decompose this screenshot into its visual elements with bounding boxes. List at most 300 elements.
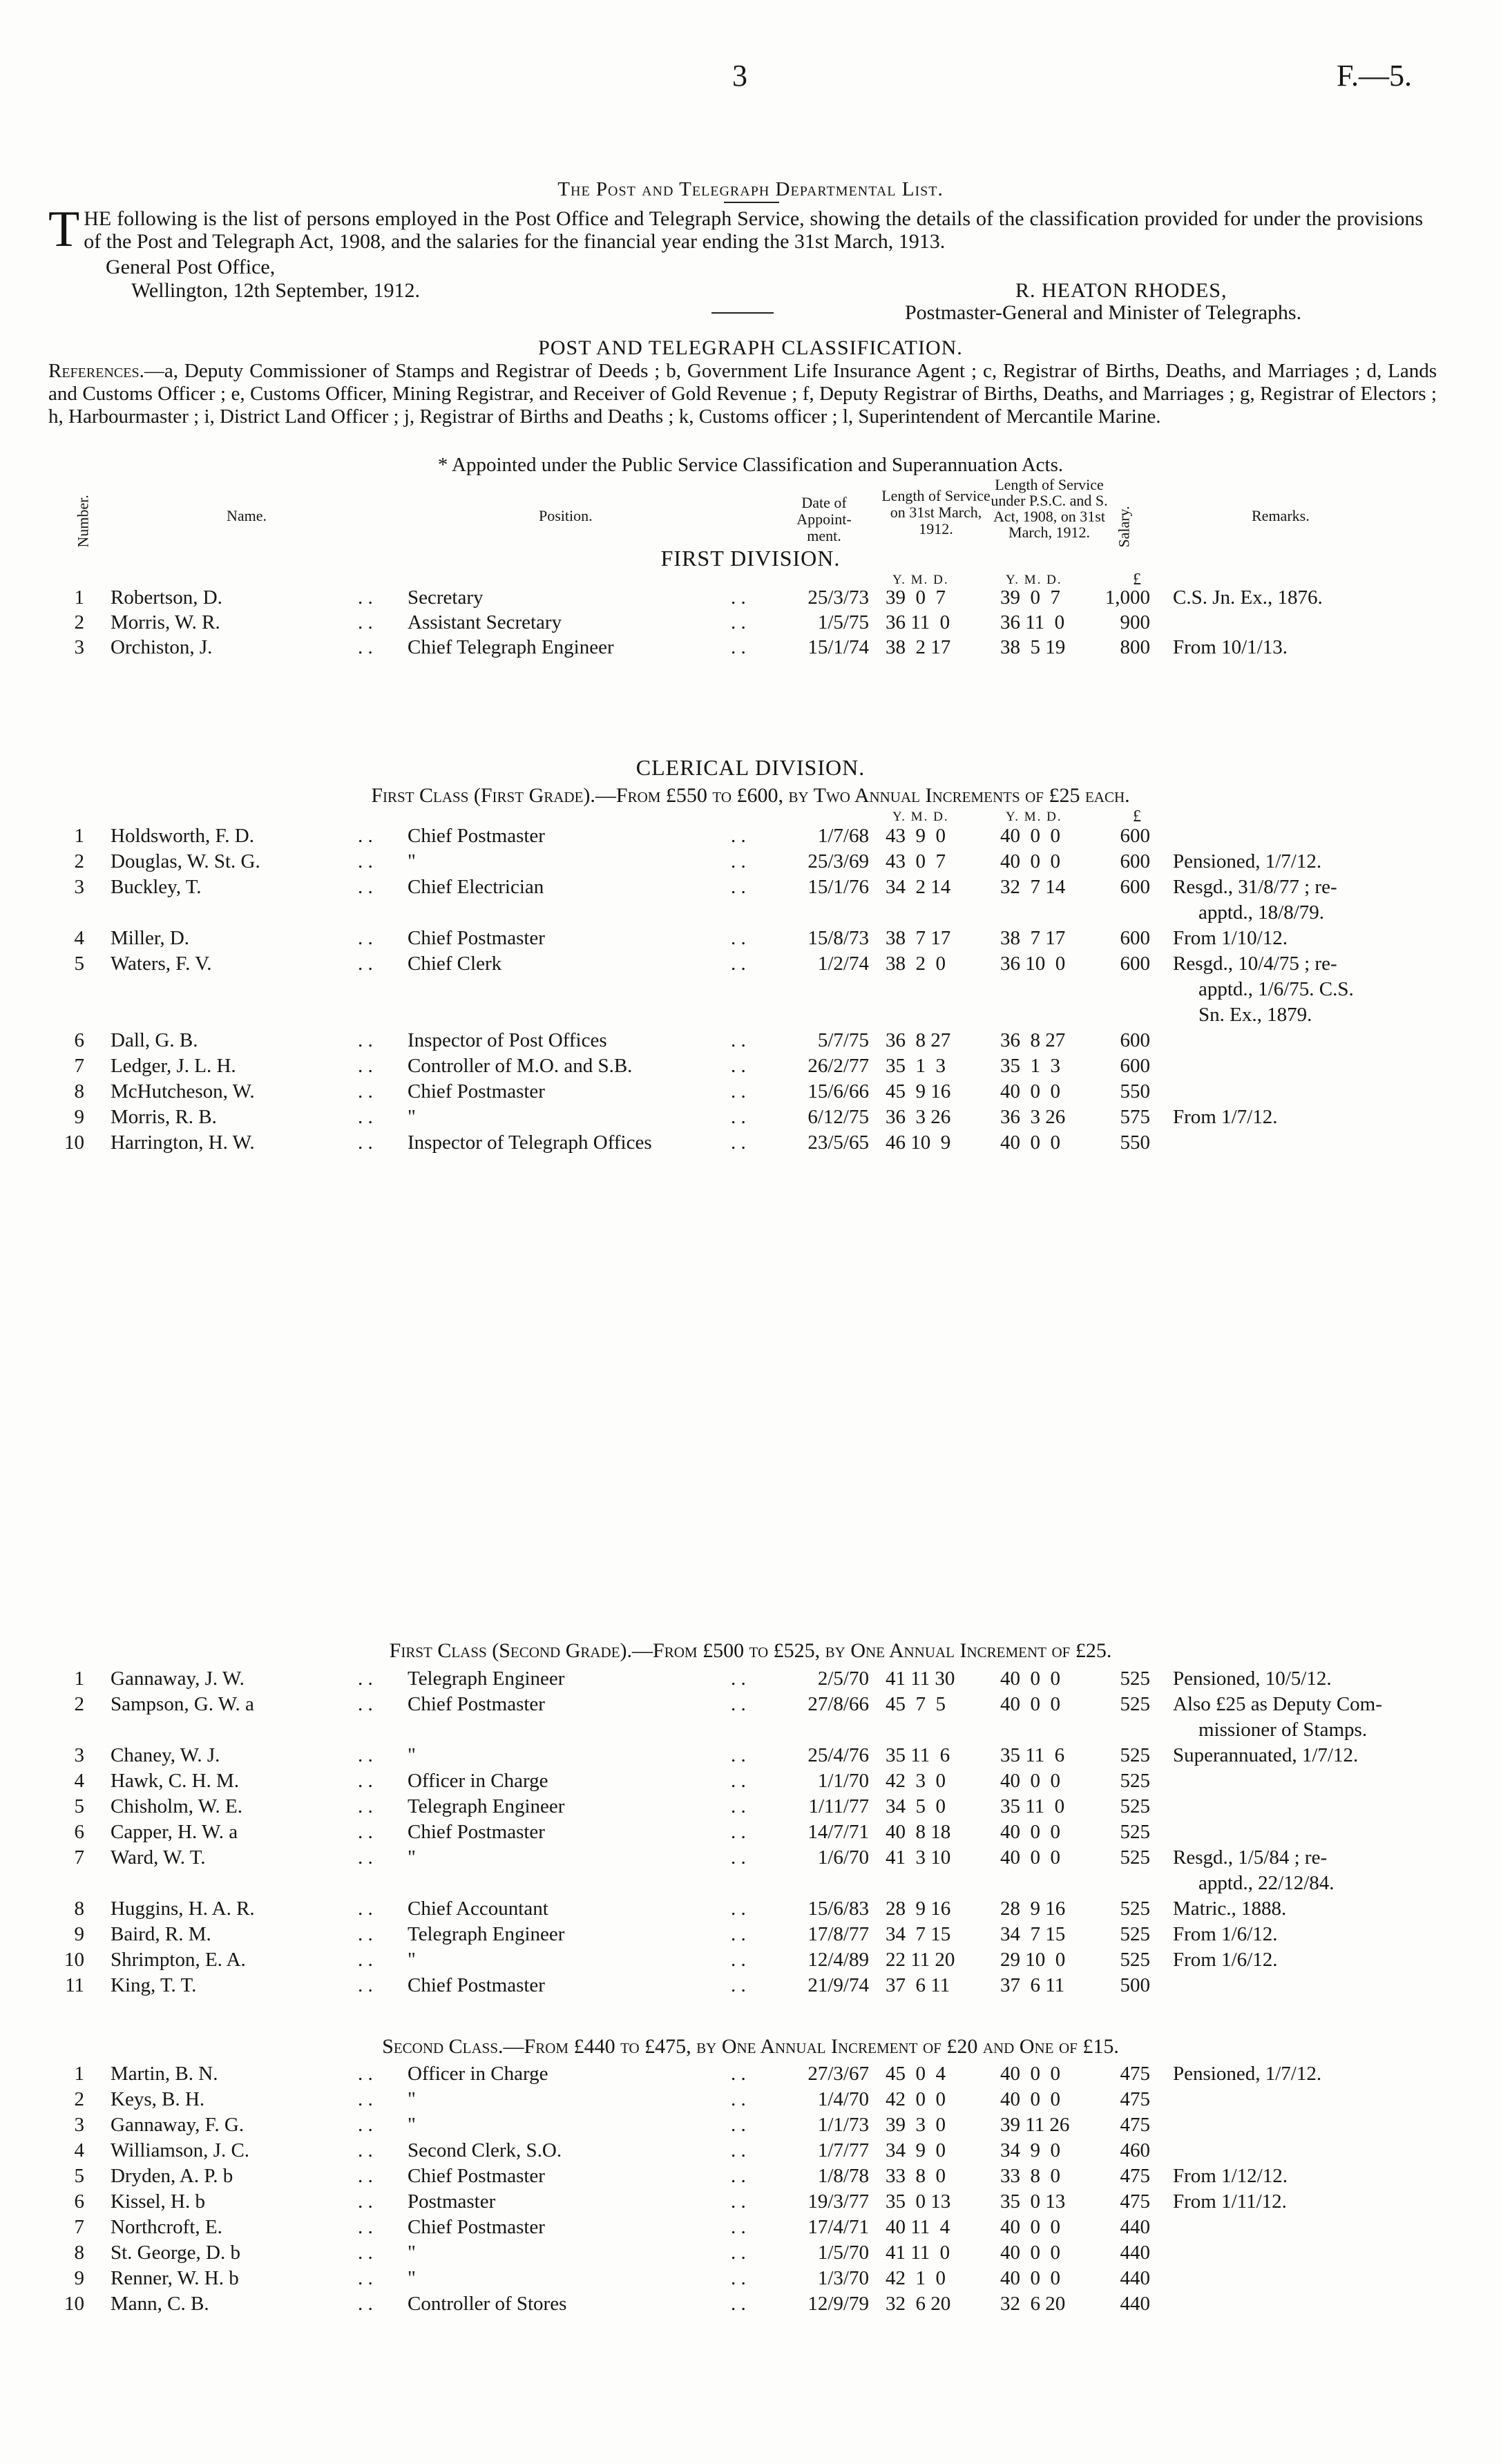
row-position: "	[408, 2267, 416, 2289]
leader-dots: . .	[731, 1974, 746, 1996]
row-salary: 550	[1120, 1080, 1150, 1102]
row-name: Huggins, H. A. R.	[111, 1898, 255, 1920]
table-row	[0, 2190, 1501, 2213]
row-date: 1/1/73	[817, 2114, 869, 2136]
row-number: 6	[74, 2190, 84, 2213]
row-service-length: 38 2 17	[886, 636, 951, 658]
signature-rule	[711, 312, 774, 314]
table-row	[0, 2241, 1501, 2264]
row-salary: 475	[1120, 2063, 1150, 2085]
row-remarks: Pensioned, 1/7/12.	[1173, 2063, 1322, 2085]
row-remarks: Also £25 as Deputy Com-	[1173, 1693, 1382, 1715]
row-salary: 900	[1120, 611, 1150, 633]
leader-dots: . .	[731, 1693, 746, 1715]
row-psc-length: 36 3 26	[1000, 1106, 1066, 1128]
leader-dots: . .	[731, 1029, 746, 1051]
title-rule	[724, 202, 779, 203]
row-name: Ward, W. T.	[111, 1846, 206, 1869]
leader-dots: . .	[731, 1770, 746, 1792]
leader-dots: . .	[731, 2063, 746, 2085]
row-remarks-continued: Sn. Ex., 1879.	[1198, 1004, 1312, 1026]
row-psc-length: 38 7 17	[1000, 927, 1066, 949]
first-division-title: FIRST DIVISION.	[660, 546, 841, 571]
row-service-length: 36 3 26	[886, 1106, 951, 1128]
row-name: Gannaway, J. W.	[111, 1668, 245, 1690]
header-length-1: Length of Service on 31st March, 1912.	[881, 487, 991, 537]
table-row	[0, 952, 1501, 975]
row-psc-length: 40 0 0	[1000, 2063, 1060, 2085]
place-line-2: Wellington, 12th September, 1912.	[131, 279, 420, 302]
row-salary: 525	[1120, 1923, 1150, 1945]
leader-dots: . .	[358, 1821, 373, 1843]
row-date: 1/1/70	[817, 1770, 869, 1792]
row-name: Dryden, A. P. b	[111, 2165, 233, 2187]
appointed-note: * Appointed under the Public Service Classification and Superannuation Acts.	[437, 454, 1064, 476]
leader-dots: . .	[731, 1106, 746, 1128]
row-salary: 525	[1120, 1898, 1150, 1920]
row-salary: 550	[1120, 1131, 1150, 1154]
row-remarks: Resgd., 31/8/77 ; re-	[1173, 876, 1337, 898]
row-salary: 460	[1120, 2139, 1150, 2161]
table-row	[0, 1131, 1501, 1154]
table-row	[0, 2215, 1501, 2239]
intro-paragraph	[48, 201, 1423, 258]
row-number: 4	[74, 1770, 84, 1792]
row-remarks: From 1/6/12.	[1173, 1923, 1278, 1945]
table-row	[0, 611, 1501, 634]
row-salary: 525	[1120, 1949, 1150, 1971]
row-service-length: 41 11 30	[886, 1668, 955, 1690]
row-psc-length: 40 0 0	[1000, 1080, 1060, 1102]
row-position: Controller of M.O. and S.B.	[408, 1055, 633, 1077]
intro-text: HE following is the list of persons employed in the Post Office and Telegraph Service, showing the details of the classification provided for under the provisions of the Post and Telegraph Act, 1908, and the salaries for the financial year ending the 31st March, 1913.	[84, 207, 1423, 253]
row-position: "	[408, 2242, 416, 2264]
table-row	[0, 1080, 1501, 1103]
row-psc-length: 39 0 7	[1000, 586, 1060, 609]
page-title: The Post and Telegraph Departmental List.	[557, 178, 944, 200]
row-name: Morris, R. B.	[111, 1106, 217, 1128]
pound-label: £	[1133, 571, 1143, 589]
leader-dots: . .	[358, 611, 373, 633]
leader-dots: . .	[358, 2190, 373, 2213]
leader-dots: . .	[731, 1846, 746, 1869]
row-remarks-continued: apptd., 18/8/79.	[1198, 901, 1325, 924]
row-date: 1/7/68	[817, 825, 869, 847]
row-service-length: 43 0 7	[886, 850, 946, 872]
row-psc-length: 39 11 26	[1000, 2114, 1070, 2136]
row-number: 9	[74, 1923, 84, 1945]
leader-dots: . .	[358, 1795, 373, 1817]
row-position: Officer in Charge	[408, 2063, 548, 2085]
row-date: 12/4/89	[807, 1949, 869, 1971]
signature-role: Postmaster-General and Minister of Telegraphs.	[905, 301, 1302, 324]
table-row	[0, 1974, 1501, 1997]
row-number: 2	[74, 1693, 84, 1715]
row-name: McHutcheson, W.	[111, 1080, 255, 1102]
row-date: 26/2/77	[807, 1055, 869, 1077]
references-label: References.	[48, 360, 144, 382]
leader-dots: . .	[731, 2293, 746, 2315]
row-salary: 575	[1120, 1106, 1150, 1128]
table-row	[0, 2088, 1501, 2111]
table-row	[0, 850, 1501, 873]
row-position: Inspector of Post Offices	[408, 1029, 607, 1051]
row-service-length: 41 11 0	[886, 2242, 950, 2264]
row-number: 5	[74, 953, 84, 975]
row-remarks: C.S. Jn. Ex., 1876.	[1173, 586, 1323, 609]
references-text: —a, Deputy Commissioner of Stamps and Registrar of Deeds ; b, Government Life Insurance Agent ; c, Registrar of Births, Deaths, and Marriages ; d, Lands and Customs Officer ; e, Customs Officer, Mining Registrar, and Receiver of Gold Revenue ; f, Deputy Registrar of Births, Deaths, and Marriages ; g, Registrar of Electors ; h, Harbourmaster ; i, District Land Officer ; j, Registrar of Births and Deaths ; k, Customs officer ; l, Superintendent of Mercantile Marine.	[48, 360, 1437, 428]
leader-dots: . .	[731, 953, 746, 975]
leader-dots: . .	[731, 825, 746, 847]
leader-dots: . .	[358, 876, 373, 898]
row-number: 5	[74, 2165, 84, 2187]
leader-dots: . .	[731, 1668, 746, 1690]
row-name: Mann, C. B.	[111, 2293, 209, 2315]
table-row	[0, 2062, 1501, 2085]
row-salary: 440	[1120, 2293, 1150, 2315]
row-number: 6	[74, 1029, 84, 1051]
row-date: 25/4/76	[807, 1744, 869, 1766]
signature-name: R. HEATON RHODES,	[1015, 279, 1227, 302]
row-psc-length: 40 0 0	[1000, 1846, 1060, 1869]
row-number: 4	[74, 2139, 84, 2161]
row-name: Gannaway, F. G.	[111, 2114, 245, 2136]
row-remarks: From 10/1/13.	[1173, 636, 1288, 658]
table-row	[0, 586, 1501, 609]
row-psc-length: 40 0 0	[1000, 2216, 1060, 2238]
row-service-length: 34 7 15	[886, 1923, 951, 1945]
row-psc-length: 36 8 27	[1000, 1029, 1066, 1051]
row-number: 5	[74, 1795, 84, 1817]
row-service-length: 42 0 0	[886, 2088, 946, 2110]
row-remarks: Pensioned, 10/5/12.	[1173, 1668, 1332, 1690]
row-service-length: 39 0 7	[886, 586, 946, 609]
row-salary: 600	[1120, 953, 1150, 975]
row-name: Kissel, H. b	[111, 2190, 205, 2213]
row-position: Chief Clerk	[408, 953, 502, 975]
table-row	[0, 2266, 1501, 2290]
row-salary: 500	[1120, 1974, 1150, 1996]
row-number: 7	[74, 1055, 84, 1077]
row-service-length: 37 6 11	[886, 1974, 950, 1996]
row-date: 27/3/67	[807, 2063, 869, 2085]
row-number: 1	[74, 586, 84, 609]
row-psc-length: 40 0 0	[1000, 1693, 1060, 1715]
header-remarks: Remarks.	[1252, 507, 1310, 524]
row-remarks: From 1/11/12.	[1173, 2190, 1287, 2213]
place-line-1: General Post Office,	[106, 256, 276, 278]
row-name: Northcroft, E.	[111, 2216, 222, 2238]
row-position: Chief Postmaster	[408, 927, 545, 949]
leader-dots: . .	[358, 2165, 373, 2187]
header-length-2: Length of Service under P.S.C. and S. Act, 1908, on 31st March, 1912.	[991, 476, 1108, 541]
row-number: 1	[74, 1668, 84, 1690]
row-name: Capper, H. W. a	[111, 1821, 238, 1843]
row-position: Inspector of Telegraph Offices	[408, 1131, 652, 1154]
leader-dots: . .	[358, 586, 373, 609]
row-salary: 525	[1120, 1693, 1150, 1715]
row-service-length: 22 11 20	[886, 1949, 955, 1971]
table-row	[0, 926, 1501, 950]
row-service-length: 43 9 0	[886, 825, 946, 847]
row-name: Harrington, H. W.	[111, 1131, 255, 1154]
row-date: 17/8/77	[807, 1923, 869, 1945]
row-name: King, T. T.	[111, 1974, 197, 1996]
row-service-length: 40 11 4	[886, 2216, 950, 2238]
row-salary: 600	[1120, 927, 1150, 949]
row-name: Hawk, C. H. M.	[111, 1770, 240, 1792]
references	[48, 360, 1437, 428]
row-position: Chief Postmaster	[408, 2165, 545, 2187]
leader-dots: . .	[358, 2267, 373, 2289]
row-service-length: 34 9 0	[886, 2139, 946, 2161]
classification-title: POST AND TELEGRAPH CLASSIFICATION.	[538, 336, 963, 359]
row-position: "	[408, 1744, 416, 1766]
row-date: 15/1/74	[807, 636, 869, 658]
leader-dots: . .	[358, 2216, 373, 2238]
leader-dots: . .	[358, 1770, 373, 1792]
table-row	[0, 2164, 1501, 2188]
leader-dots: . .	[731, 611, 746, 633]
row-number: 7	[74, 1846, 84, 1869]
leader-dots: . .	[358, 953, 373, 975]
row-name: Baird, R. M.	[111, 1923, 211, 1945]
row-date: 5/7/75	[817, 1029, 869, 1051]
row-name: Chisholm, W. E.	[111, 1795, 242, 1817]
row-remarks-continued: missioner of Stamps.	[1198, 1719, 1368, 1741]
leader-dots: . .	[358, 1898, 373, 1920]
leader-dots: . .	[358, 1029, 373, 1051]
leader-dots: . .	[358, 1131, 373, 1154]
row-number: 2	[74, 850, 84, 872]
table-row	[0, 1948, 1501, 1971]
row-position: "	[408, 1949, 416, 1971]
row-psc-length: 35 11 6	[1000, 1744, 1065, 1766]
row-date: 25/3/69	[807, 850, 869, 872]
row-service-length: 33 8 0	[886, 2165, 946, 2187]
leader-dots: . .	[731, 586, 746, 609]
row-date: 1/11/77	[808, 1795, 869, 1817]
row-salary: 600	[1120, 825, 1150, 847]
row-psc-length: 40 0 0	[1000, 1131, 1060, 1154]
row-position: Chief Postmaster	[408, 825, 545, 847]
row-psc-length: 34 9 0	[1000, 2139, 1060, 2161]
table-row	[0, 2113, 1501, 2137]
leader-dots: . .	[358, 850, 373, 872]
row-salary: 525	[1120, 1795, 1150, 1817]
leader-dots: . .	[358, 927, 373, 949]
row-date: 1/6/70	[817, 1846, 869, 1869]
row-date: 1/5/70	[817, 2242, 869, 2264]
row-date: 19/3/77	[807, 2190, 869, 2213]
row-salary: 600	[1120, 1055, 1150, 1077]
table-row	[0, 1744, 1501, 1767]
row-salary: 525	[1120, 1770, 1150, 1792]
row-salary: 525	[1120, 1668, 1150, 1690]
row-salary: 475	[1120, 2165, 1150, 2187]
row-date: 6/12/75	[807, 1106, 869, 1128]
row-name: Miller, D.	[111, 927, 190, 949]
row-date: 17/4/71	[807, 2216, 869, 2238]
row-remarks: Superannuated, 1/7/12.	[1173, 1744, 1359, 1766]
row-service-length: 38 2 0	[886, 953, 946, 975]
leader-dots: . .	[731, 876, 746, 898]
row-position: Telegraph Engineer	[408, 1923, 565, 1945]
first-class-first-grade-heading: First Class (First Grade).—From £550 to £600, by Two Annual Increments of £25 each.	[371, 784, 1130, 807]
row-name: St. George, D. b	[111, 2242, 240, 2264]
row-service-length: 42 1 0	[886, 2267, 946, 2289]
leader-dots: . .	[358, 2139, 373, 2161]
row-name: Douglas, W. St. G.	[111, 850, 260, 872]
drop-cap: T	[48, 201, 80, 258]
leader-dots: . .	[358, 1974, 373, 1996]
row-psc-length: 40 0 0	[1000, 1770, 1060, 1792]
leader-dots: . .	[731, 2139, 746, 2161]
row-service-length: 45 7 5	[886, 1693, 946, 1715]
clerical-division-title: CLERICAL DIVISION.	[635, 755, 866, 780]
row-position: "	[408, 2088, 416, 2110]
leader-dots: . .	[358, 2063, 373, 2085]
row-position: "	[408, 1846, 416, 1869]
row-number: 3	[74, 876, 84, 898]
row-position: Controller of Stores	[408, 2293, 567, 2315]
row-position: Telegraph Engineer	[408, 1668, 565, 1690]
table-row	[0, 1897, 1501, 1920]
row-date: 15/1/76	[807, 876, 869, 898]
header-number: Number.	[74, 495, 92, 548]
row-psc-length: 35 1 3	[1000, 1055, 1060, 1077]
row-service-length: 35 11 6	[886, 1744, 950, 1766]
leader-dots: . .	[731, 2114, 746, 2136]
row-number: 10	[64, 1131, 84, 1154]
row-number: 8	[74, 1080, 84, 1102]
leader-dots: . .	[731, 2267, 746, 2289]
row-position: Officer in Charge	[408, 1770, 548, 1792]
leader-dots: . .	[358, 2114, 373, 2136]
ymd-label: Y. M. D.	[892, 810, 949, 824]
row-remarks: Resgd., 1/5/84 ; re-	[1173, 1846, 1328, 1869]
row-salary: 475	[1120, 2190, 1150, 2213]
leader-dots: . .	[731, 2190, 746, 2213]
table-row	[0, 1922, 1501, 1946]
row-name: Robertson, D.	[111, 586, 222, 609]
header-date: Date of Appoint-ment.	[796, 494, 852, 544]
row-service-length: 40 8 18	[886, 1821, 951, 1843]
leader-dots: . .	[731, 1795, 746, 1817]
leader-dots: . .	[731, 1744, 746, 1766]
row-position: Chief Telegraph Engineer	[408, 636, 614, 658]
table-row	[0, 1820, 1501, 1844]
row-remarks: From 1/6/12.	[1173, 1949, 1278, 1971]
row-name: Orchiston, J.	[111, 636, 213, 658]
table-row	[0, 1769, 1501, 1793]
row-position: "	[408, 850, 416, 872]
leader-dots: . .	[358, 1744, 373, 1766]
table-row	[0, 1054, 1501, 1078]
row-psc-length: 40 0 0	[1000, 1668, 1060, 1690]
row-psc-length: 28 9 16	[1000, 1898, 1066, 1920]
row-service-length: 41 3 10	[886, 1846, 951, 1869]
row-date: 25/3/73	[807, 586, 869, 609]
table-row	[0, 1029, 1501, 1052]
row-salary: 600	[1120, 850, 1150, 872]
row-salary: 1,000	[1105, 586, 1150, 609]
row-service-length: 45 0 4	[886, 2063, 946, 2085]
row-number: 11	[65, 1974, 84, 1996]
row-psc-length: 38 5 19	[1000, 636, 1066, 658]
row-salary: 600	[1120, 876, 1150, 898]
row-psc-length: 37 6 11	[1000, 1974, 1065, 1996]
row-date: 2/5/70	[817, 1668, 869, 1690]
row-position: Second Clerk, S.O.	[408, 2139, 562, 2161]
row-psc-length: 32 6 20	[1000, 2293, 1066, 2315]
row-position: Secretary	[408, 586, 484, 609]
ymd-label: Y. M. D.	[892, 573, 949, 587]
header-name: Name.	[227, 507, 267, 524]
pound-label: £	[1133, 808, 1143, 825]
leader-dots: . .	[731, 1949, 746, 1971]
header-position: Position.	[539, 507, 593, 524]
table-row	[0, 636, 1501, 659]
row-position: "	[408, 1106, 416, 1128]
row-date: 14/7/71	[807, 1821, 869, 1843]
row-service-length: 35 0 13	[886, 2190, 951, 2213]
row-position: Chief Postmaster	[408, 1693, 545, 1715]
row-number: 8	[74, 1898, 84, 1920]
row-service-length: 36 8 27	[886, 1029, 951, 1051]
row-number: 9	[74, 1106, 84, 1128]
row-number: 7	[74, 2216, 84, 2238]
row-remarks-continued: apptd., 1/6/75. C.S.	[1198, 978, 1354, 1000]
row-name: Shrimpton, E. A.	[111, 1949, 246, 1971]
leader-dots: . .	[358, 636, 373, 658]
row-service-length: 42 3 0	[886, 1770, 946, 1792]
leader-dots: . .	[731, 2216, 746, 2238]
row-position: Chief Postmaster	[408, 1080, 545, 1102]
row-salary: 525	[1120, 1744, 1150, 1766]
row-position: Chief Postmaster	[408, 2216, 545, 2238]
row-service-length: 34 5 0	[886, 1795, 946, 1817]
row-number: 2	[74, 2088, 84, 2110]
row-number: 3	[74, 636, 84, 658]
row-service-length: 32 6 20	[886, 2293, 951, 2315]
table-row	[0, 1105, 1501, 1129]
page-number: 3	[732, 59, 747, 93]
row-name: Sampson, G. W. a	[111, 1693, 254, 1715]
row-date: 12/9/79	[807, 2293, 869, 2315]
row-position: Chief Postmaster	[408, 1974, 545, 1996]
row-name: Keys, B. H.	[111, 2088, 205, 2110]
table-row	[0, 1692, 1501, 1716]
leader-dots: . .	[358, 2242, 373, 2264]
leader-dots: . .	[358, 1846, 373, 1869]
leader-dots: . .	[731, 1821, 746, 1843]
row-remarks: From 1/7/12.	[1173, 1106, 1278, 1128]
leader-dots: . .	[731, 1923, 746, 1945]
row-psc-length: 34 7 15	[1000, 1923, 1066, 1945]
row-position: "	[408, 2114, 416, 2136]
row-salary: 440	[1120, 2242, 1150, 2264]
leader-dots: . .	[358, 1668, 373, 1690]
leader-dots: . .	[731, 2088, 746, 2110]
row-salary: 525	[1120, 1821, 1150, 1843]
row-salary: 475	[1120, 2114, 1150, 2136]
row-salary: 525	[1120, 1846, 1150, 1869]
row-date: 1/3/70	[817, 2267, 869, 2289]
row-salary: 475	[1120, 2088, 1150, 2110]
row-psc-length: 40 0 0	[1000, 2088, 1060, 2110]
row-number: 2	[74, 611, 84, 633]
